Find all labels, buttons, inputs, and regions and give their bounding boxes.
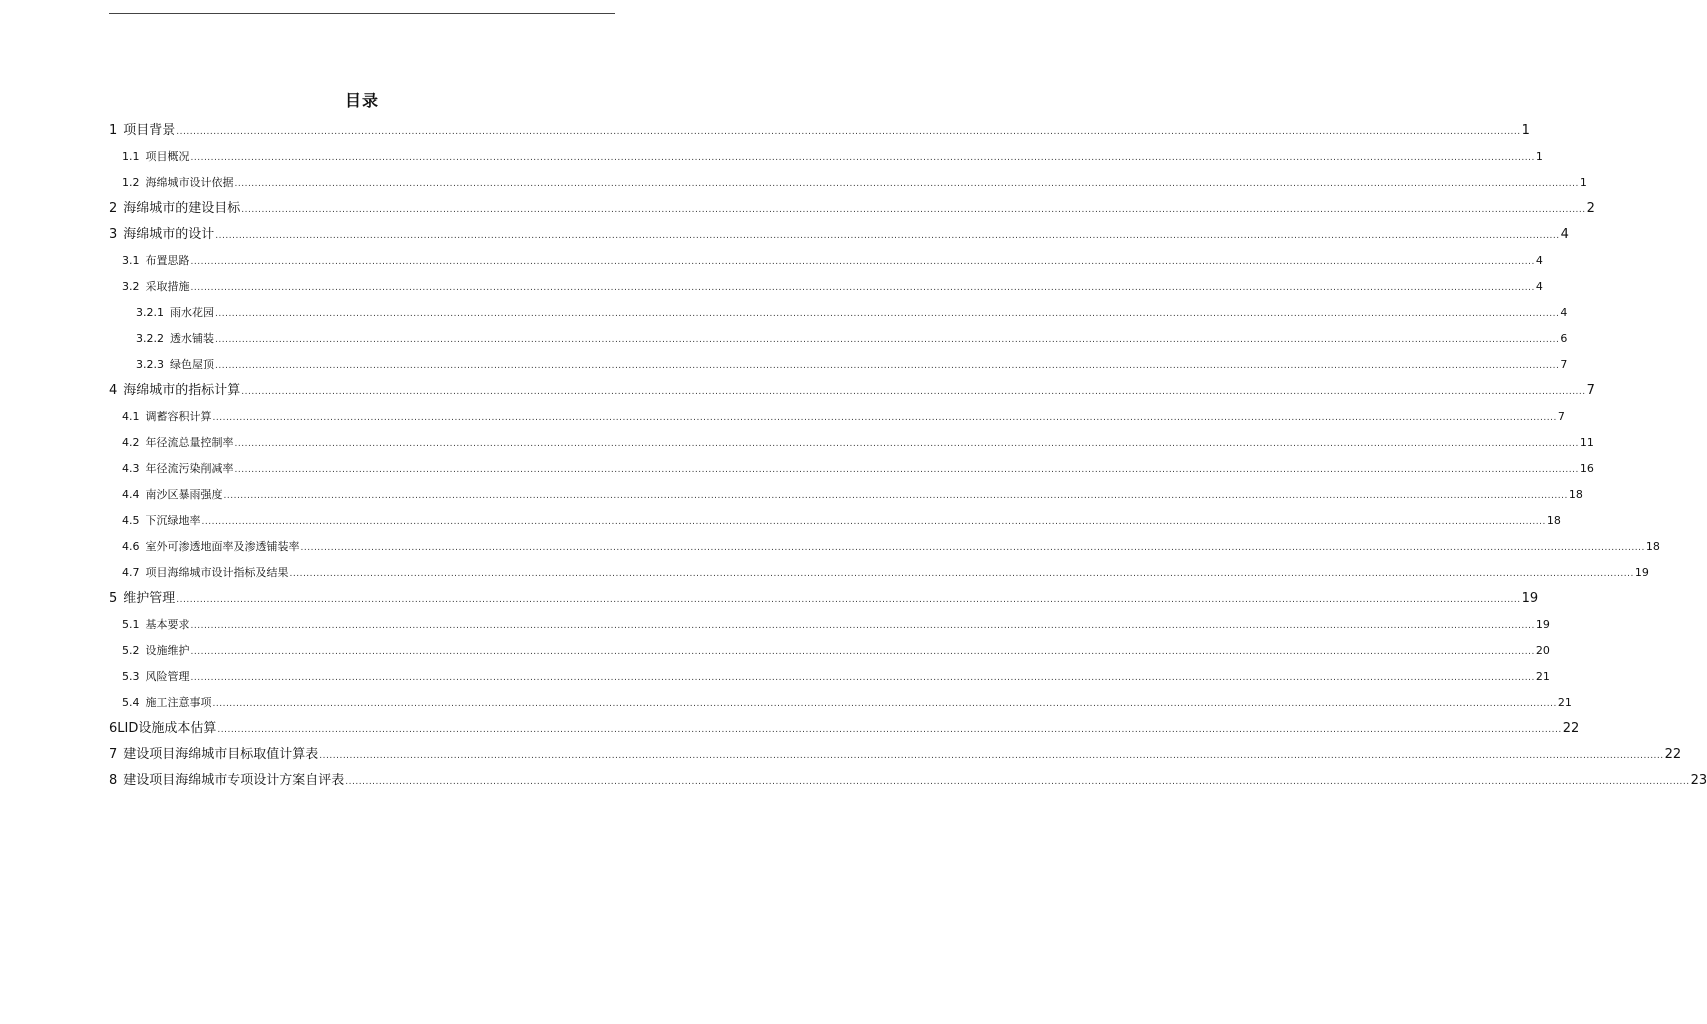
toc-entry-1[interactable] <box>109 118 1530 144</box>
toc-dot-leader: ................................................................................................................................................................................................................................................................................................................................................................................................................ <box>190 153 1535 163</box>
toc-entry-number: 3 <box>109 227 118 242</box>
toc-entry-5-2[interactable] <box>109 638 1550 664</box>
toc-dot-leader: ................................................................................................................................................................................................................................................................................................................................................................................................................ <box>212 699 1557 709</box>
toc-entry-number: 3.2 <box>122 280 140 293</box>
toc-dot-leader: ................................................................................................................................................................................................................................................................................................................................................................................................................ <box>190 283 1535 293</box>
toc-dot-leader: ................................................................................................................................................................................................................................................................................................................................................................................................................ <box>241 387 1586 397</box>
toc-dot-leader: ................................................................................................................................................................................................................................................................................................................................................................................................................ <box>215 309 1560 319</box>
toc-entry-title: 透水铺装 <box>170 332 214 345</box>
toc-entry-number: 6 <box>109 721 118 736</box>
toc-entry-number: 4.7 <box>122 566 140 579</box>
toc-entry-title: 项目背景 <box>123 123 176 138</box>
toc-entry-page: 7 <box>1586 383 1595 398</box>
toc-entry-4-5[interactable] <box>109 508 1561 534</box>
toc-entry-4-7[interactable] <box>109 560 1649 586</box>
toc-dot-leader: ................................................................................................................................................................................................................................................................................................................................................................................................................ <box>215 361 1560 371</box>
toc-entry-5-1[interactable] <box>109 612 1550 638</box>
toc-entry-title: 室外可渗透地面率及渗透铺装率 <box>145 540 300 553</box>
toc-entry-3-2-3[interactable] <box>109 352 1568 378</box>
toc-entry-page: 16 <box>1579 462 1594 475</box>
toc-entry-title: 项目概况 <box>145 150 190 163</box>
toc-entry-title: 绿色屋顶 <box>170 358 214 371</box>
toc-entry-page: 4 <box>1560 306 1568 319</box>
toc-entry-page: 21 <box>1557 696 1572 709</box>
toc-entry-page: 22 <box>1664 747 1682 762</box>
toc-entry-number: 3.2.3 <box>136 358 164 371</box>
toc-entry-page: 19 <box>1634 566 1649 579</box>
toc-entry-title: 调蓄容积计算 <box>145 410 212 423</box>
toc-entry-page: 4 <box>1535 254 1543 267</box>
toc-entry-5[interactable] <box>109 586 1539 612</box>
toc-entry-page: 7 <box>1560 358 1568 371</box>
toc-entry-number: 4.2 <box>122 436 140 449</box>
toc-entry-page: 18 <box>1546 514 1561 527</box>
toc-entry-number: 5.3 <box>122 670 140 683</box>
toc-entry-number: 4.1 <box>122 410 140 423</box>
toc-entry-number: 4.3 <box>122 462 140 475</box>
toc-entry-title: 项目海绵城市设计指标及结果 <box>145 566 289 579</box>
toc-entry-5-4[interactable] <box>109 690 1572 716</box>
toc-entry-title: 施工注意事项 <box>145 696 212 709</box>
toc-entry-page: 2 <box>1586 201 1595 216</box>
toc-entry-7[interactable] <box>109 742 1682 768</box>
toc-entry-6[interactable] <box>109 716 1580 742</box>
toc-entry-page: 1 <box>1535 150 1543 163</box>
toc-entry-4-1[interactable] <box>109 404 1565 430</box>
toc-entry-3[interactable] <box>109 222 1569 248</box>
toc-entry-page: 18 <box>1568 488 1583 501</box>
toc-dot-leader: ................................................................................................................................................................................................................................................................................................................................................................................................................ <box>176 595 1521 605</box>
toc-entry-8[interactable] <box>109 768 1707 794</box>
toc-entry-number: 4.5 <box>122 514 140 527</box>
toc-entry-number: 4.6 <box>122 540 140 553</box>
header-rule <box>109 13 615 14</box>
toc-entry-3-2[interactable] <box>109 274 1543 300</box>
toc-entry-title: 下沉绿地率 <box>145 514 201 527</box>
toc-entry-title: 采取措施 <box>145 280 190 293</box>
toc-entry-title: 维护管理 <box>123 591 176 606</box>
toc-entry-page: 18 <box>1645 540 1660 553</box>
toc-dot-leader: ................................................................................................................................................................................................................................................................................................................................................................................................................ <box>223 491 1568 501</box>
toc-entry-number: 5.2 <box>122 644 140 657</box>
toc-entry-page: 4 <box>1560 227 1569 242</box>
toc-entry-number: 5 <box>109 591 118 606</box>
toc-dot-leader: ................................................................................................................................................................................................................................................................................................................................................................................................................ <box>234 465 1579 475</box>
toc-entry-number: 7 <box>109 747 118 762</box>
toc-entry-title: LID设施成本估算 <box>117 721 217 736</box>
toc-entry-number: 1.2 <box>122 176 140 189</box>
toc-dot-leader: ................................................................................................................................................................................................................................................................................................................................................................................................................ <box>212 413 1557 423</box>
toc-dot-leader: ................................................................................................................................................................................................................................................................................................................................................................................................................ <box>241 205 1586 215</box>
toc-entry-page: 21 <box>1535 670 1550 683</box>
toc-entry-title: 基本要求 <box>145 618 190 631</box>
toc-entry-page: 6 <box>1560 332 1568 345</box>
toc-dot-leader: ................................................................................................................................................................................................................................................................................................................................................................................................................ <box>190 647 1535 657</box>
toc-entry-page: 4 <box>1535 280 1543 293</box>
toc-entry-1-1[interactable] <box>109 144 1543 170</box>
toc-entry-title: 海绵城市设计依据 <box>145 176 234 189</box>
toc-entry-number: 3.1 <box>122 254 140 267</box>
toc-dot-leader: ................................................................................................................................................................................................................................................................................................................................................................................................................ <box>215 231 1560 241</box>
toc-entry-title: 年径流污染削减率 <box>145 462 234 475</box>
toc-entry-2[interactable] <box>109 196 1595 222</box>
toc-entry-number: 3.2.2 <box>136 332 164 345</box>
toc-entry-number: 3.2.1 <box>136 306 164 319</box>
toc-entry-1-2[interactable] <box>109 170 1587 196</box>
toc-entry-title: 建设项目海绵城市专项设计方案自评表 <box>123 773 345 788</box>
toc-dot-leader: ................................................................................................................................................................................................................................................................................................................................................................................................................ <box>234 439 1579 449</box>
toc-entry-4-3[interactable] <box>109 456 1594 482</box>
toc-entry-number: 4 <box>109 383 118 398</box>
toc-entry-page: 19 <box>1521 591 1539 606</box>
toc-dot-leader: ................................................................................................................................................................................................................................................................................................................................................................................................................ <box>234 179 1579 189</box>
toc-entry-3-2-1[interactable] <box>109 300 1568 326</box>
toc-dot-leader: ................................................................................................................................................................................................................................................................................................................................................................................................................ <box>345 777 1690 787</box>
toc-dot-leader: ................................................................................................................................................................................................................................................................................................................................................................................................................ <box>300 543 1645 553</box>
toc-entry-4-2[interactable] <box>109 430 1594 456</box>
toc-entry-5-3[interactable] <box>109 664 1550 690</box>
toc-dot-leader: ................................................................................................................................................................................................................................................................................................................................................................................................................ <box>215 335 1560 345</box>
toc-entry-title: 海绵城市的设计 <box>123 227 215 242</box>
toc-entry-page: 22 <box>1562 721 1580 736</box>
toc-dot-leader: ................................................................................................................................................................................................................................................................................................................................................................................................................ <box>289 569 1634 579</box>
toc-entry-page: 23 <box>1690 773 1707 788</box>
toc-dot-leader: ................................................................................................................................................................................................................................................................................................................................................................................................................ <box>190 257 1535 267</box>
toc-entry-number: 1 <box>109 123 118 138</box>
toc-entry-number: 8 <box>109 773 118 788</box>
toc-entry-page: 19 <box>1535 618 1550 631</box>
toc-dot-leader: ................................................................................................................................................................................................................................................................................................................................................................................................................ <box>190 621 1535 631</box>
toc-entry-4[interactable] <box>109 378 1595 404</box>
toc-dot-leader: ................................................................................................................................................................................................................................................................................................................................................................................................................ <box>201 517 1546 527</box>
toc-entry-page: 11 <box>1579 436 1594 449</box>
toc-entry-title: 风险管理 <box>145 670 190 683</box>
toc-entry-number: 5.4 <box>122 696 140 709</box>
toc-entry-page: 1 <box>1521 123 1530 138</box>
toc-entry-page: 20 <box>1535 644 1550 657</box>
toc-entry-number: 2 <box>109 201 118 216</box>
toc-entry-number: 5.1 <box>122 618 140 631</box>
toc-entry-title: 海绵城市的建设目标 <box>123 201 241 216</box>
toc-entry-number: 4.4 <box>122 488 140 501</box>
toc-entry-title: 海绵城市的指标计算 <box>123 383 241 398</box>
toc-entry-title: 雨水花园 <box>170 306 214 319</box>
toc-entry-page: 7 <box>1557 410 1565 423</box>
toc-entry-page: 1 <box>1579 176 1587 189</box>
toc-entry-title: 设施维护 <box>145 644 190 657</box>
toc-entry-number: 1.1 <box>122 150 140 163</box>
toc-entry-title: 年径流总量控制率 <box>145 436 234 449</box>
toc-entry-title: 建设项目海绵城市目标取值计算表 <box>123 747 319 762</box>
toc-dot-leader: ................................................................................................................................................................................................................................................................................................................................................................................................................ <box>217 725 1562 735</box>
toc-entry-4-6[interactable] <box>109 534 1660 560</box>
toc-title: 目录 <box>344 91 379 110</box>
toc-dot-leader: ................................................................................................................................................................................................................................................................................................................................................................................................................ <box>319 751 1664 761</box>
toc-entry-title: 南沙区暴雨强度 <box>145 488 223 501</box>
toc-entry-title: 布置思路 <box>145 254 190 267</box>
toc-dot-leader: ................................................................................................................................................................................................................................................................................................................................................................................................................ <box>190 673 1535 683</box>
table-of-contents <box>109 118 1707 794</box>
toc-entry-3-1[interactable] <box>109 248 1543 274</box>
toc-dot-leader: ................................................................................................................................................................................................................................................................................................................................................................................................................ <box>176 127 1521 137</box>
toc-entry-3-2-2[interactable] <box>109 326 1568 352</box>
toc-entry-4-4[interactable] <box>109 482 1583 508</box>
